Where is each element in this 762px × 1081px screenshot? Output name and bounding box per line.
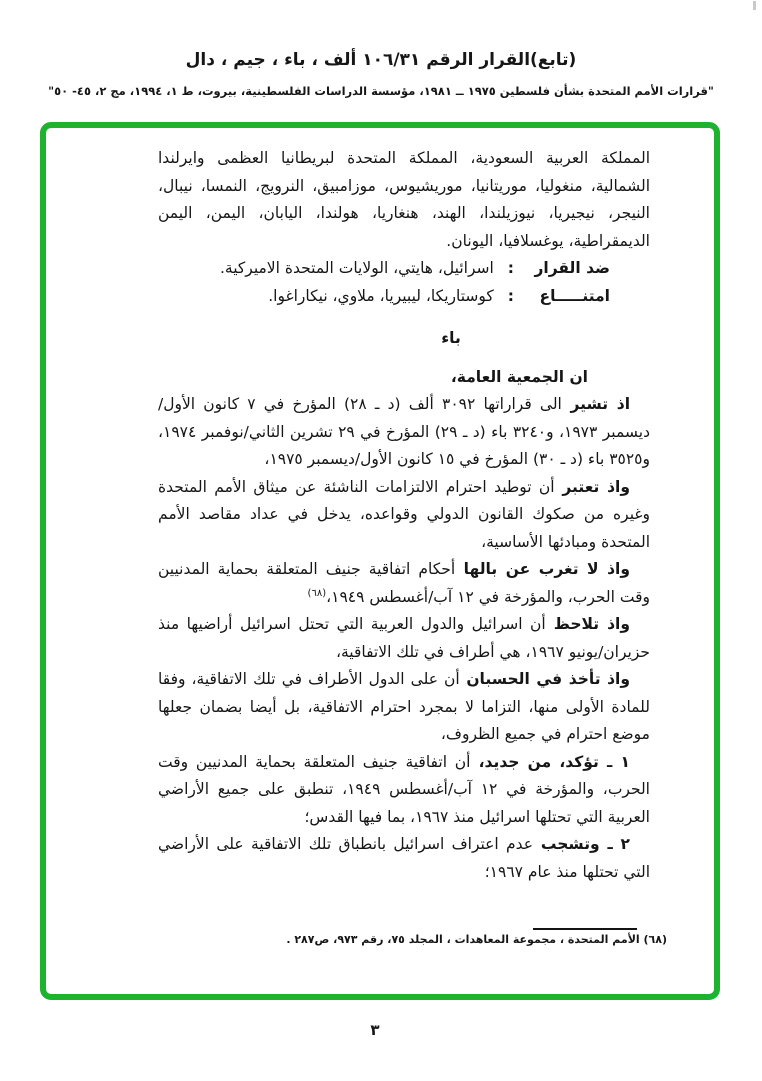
vote-row: [158, 255, 650, 283]
paragraph: المملكة العربية السعودية، المملكة المتحدة لبريطانيا العظمى وايرلندا الشمالية، منغوليا، موريتانيا، موريشيوس، موزامبيق، النرويج، النمسا، نيبال، النيجر، نيجيريا، نيوزيلندا، الهند، هنغاريا، هولندا، اليابان، اليمن، اليمن الديمقراطية، يوغسلافيا، اليونان.: [158, 149, 650, 250]
vote-label: امتنـــــاع: [539, 286, 610, 305]
vote-colon: :: [507, 286, 514, 305]
paragraph-lead: ١ ـ تؤكد، من جديد،: [470, 752, 630, 771]
opening-line: ان الجمعية العامة،: [450, 367, 588, 386]
scan-artifact: [753, 1, 756, 10]
footnote-separator: [533, 928, 637, 930]
document-citation: "قرارات الأمم المتحدة بشأن فلسطين ١٩٧٥ ــ ١٩٨١، مؤسسة الدراسات الفلسطينية، بيروت، ط ١، ١٩٩٤، مج ٢، ٤٥- ٥٠": [48, 84, 714, 98]
resolution-text: [158, 145, 650, 886]
vote-value: كوستاريكا، ليبيريا، ملاوي، نيكاراغوا.: [268, 286, 494, 305]
paragraph-lead: واذ تعتبر: [554, 477, 631, 496]
paragraph-lead: ٢ ـ وتشجب: [533, 835, 631, 853]
paragraph: اذ تشير الى قراراتها ٣٠٩٢ ألف (د ـ ٢٨) المؤرخ في ٧ كانون الأول/ديسمبر ١٩٧٣، و٣٢٤٠ باء (د ـ ٢٩) المؤرخ في ٢٩ تشرين الثاني/نوفمبر ١٩٧٤، و٣٥٢٥ باء (د ـ ٣٠) المؤرخ في ١٥ كانون الأول/ديسمبر ١٩٧٥،: [158, 395, 650, 468]
paragraph: واذ تأخذ في الحسبان أن على الدول الأطراف في تلك الاتفاقية، وفقا للمادة الأولى منها، التزاما لا بمجرد احترام الاتفاقية، بل أيضا بضمان جعلها موضع احترام في جميع الظروف،: [158, 670, 650, 743]
vote-colon: :: [507, 259, 514, 277]
paragraph-lead: واذ تأخذ في الحسبان: [459, 670, 630, 688]
paragraph-lead: واذ تلاحظ: [545, 615, 630, 633]
paragraph: واذ تعتبر أن توطيد احترام الالتزامات الناشئة عن ميثاق الأمم المتحدة وغيره من صكوك القانون الدولي وقواعده، يدخل في عداد مقاصد الأمم المتحدة ومبادئها الأساسية،: [158, 477, 650, 551]
paragraph-lead: اذ تشير: [561, 395, 631, 413]
footnote: (٦٨) الأمم المتحدة ، مجموعة المعاهدات ، المجلد ٧٥، رقم ٩٧٣، ص٢٨٧ .: [286, 933, 667, 946]
paragraph: واذ تلاحظ أن اسرائيل والدول العربية التي تحتل اسرائيل أراضيها منذ حزيران/يونيو ١٩٦٧، هي أطراف في تلك الاتفاقية،: [158, 615, 650, 661]
paragraph-lead: واذ لا تغرب عن بالها: [455, 560, 630, 578]
footnote-marker: (٦٨): [307, 587, 327, 599]
section-heading: باء: [441, 329, 461, 347]
vote-label: ضد القرار: [534, 259, 610, 277]
page-number: ٣: [370, 1021, 380, 1039]
paragraph: ١ ـ تؤكد، من جديد، أن اتفاقية جنيف المتعلقة بحماية المدنيين وقت الحرب، والمؤرخة في ١٢ آب/أغسطس ١٩٤٩، تنطبق على جميع الأراضي العربية التي تحتلها اسرائيل منذ ١٩٦٧، بما فيها القدس؛: [158, 752, 650, 826]
vote-value: اسرائيل، هايتي، الولايات المتحدة الاميركية.: [219, 259, 494, 277]
paragraph: واذ لا تغرب عن بالها أحكام اتفاقية جنيف المتعلقة بحماية المدنيين وقت الحرب، والمؤرخة في ١٢ آب/أغسطس ١٩٤٩،$^{(٦٨)}$: [158, 560, 650, 606]
document-title: (تابع)القرار الرقم ١٠٦/٣١ ألف ، باء ، جيم ، دال: [185, 50, 577, 70]
paragraph: ٢ ـ وتشجب عدم اعتراف اسرائيل بانطباق تلك الاتفاقية على الأراضي التي تحتلها منذ عام ١٩٦٧؛: [158, 835, 650, 881]
vote-row: [158, 283, 650, 311]
